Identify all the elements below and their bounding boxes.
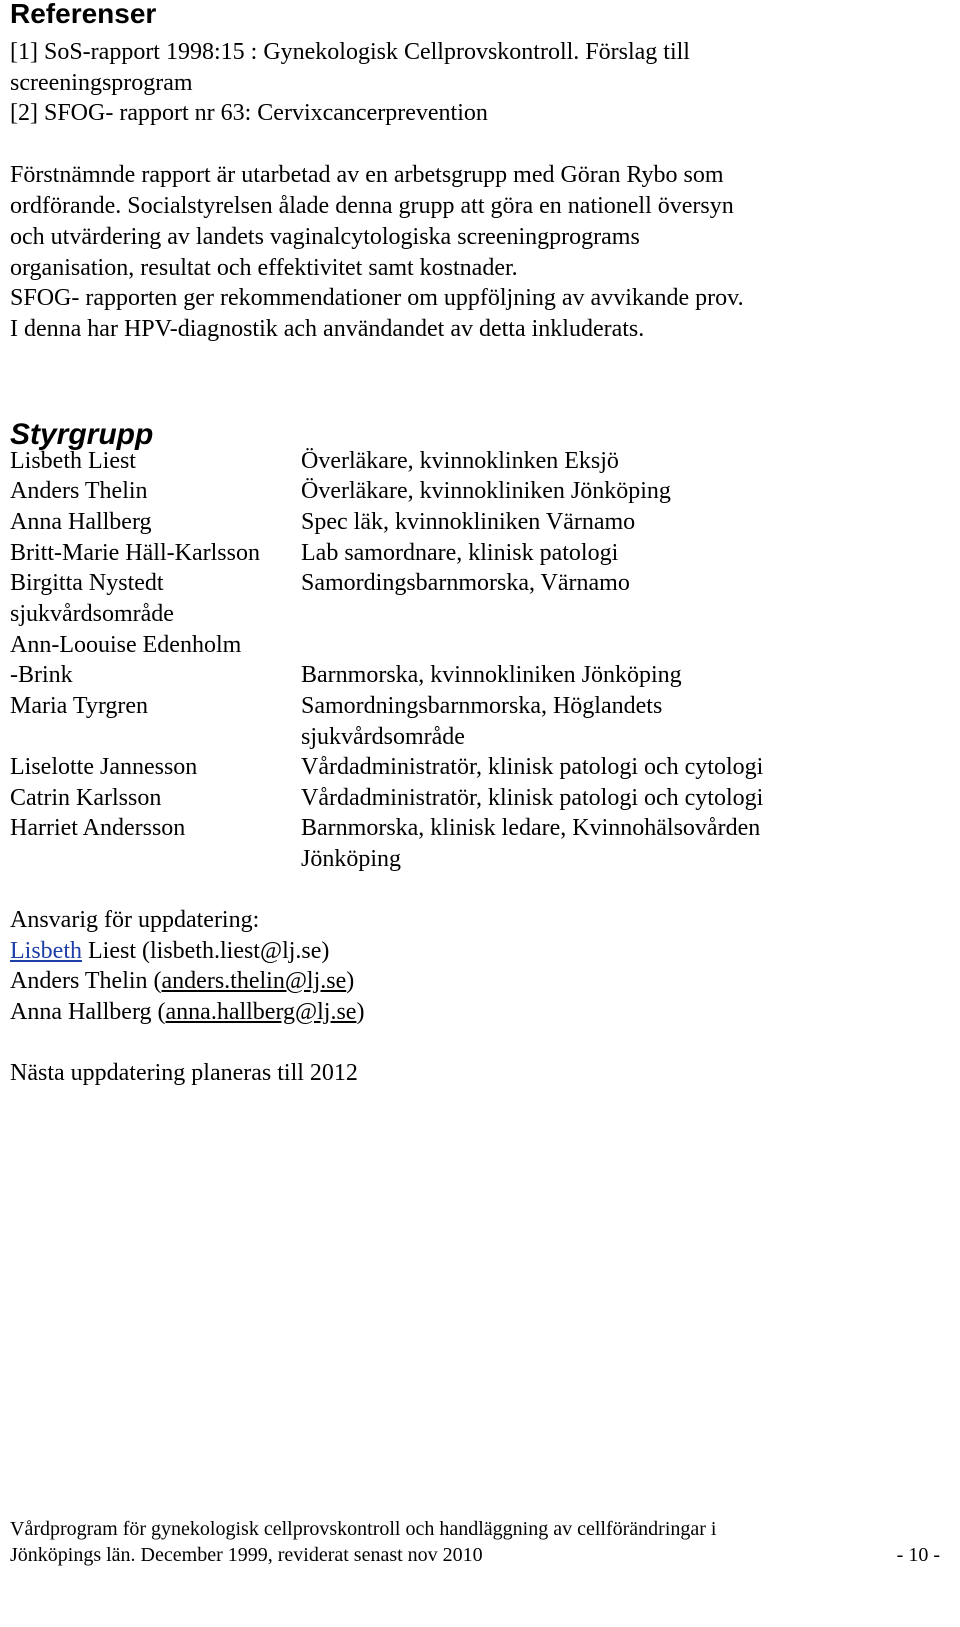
contact-line [10, 997, 364, 1028]
paragraph-line: I denna har HPV-diagnostik ach användandet av detta inkluderats. [10, 316, 645, 342]
footer-line: Vårdprogram för gynekologisk cellprovskontroll och handläggning av cellförändringar i [10, 1518, 717, 1540]
member-name: Britt-Marie Häll-Karlsson [10, 540, 260, 566]
contact-closing: ) [346, 968, 355, 994]
member-name: -Brink [10, 662, 73, 688]
contact-closing: ) [356, 999, 365, 1025]
member-role: Spec läk, kvinnokliniken Värnamo [301, 509, 636, 535]
paragraph-line: och utvärdering av landets vaginalcytologiska screeningprograms [10, 224, 640, 250]
member-name: Birgitta Nystedt [10, 570, 164, 596]
member-name: Harriet Andersson [10, 815, 186, 841]
member-role: Samordningsbarnmorska, Höglandets [301, 693, 663, 719]
reference-item: [1] SoS-rapport 1998:15 : Gynekologisk Cellprovskontroll. Förslag till [10, 39, 690, 65]
contact-name: Anna Hallberg ( [10, 999, 166, 1025]
paragraph-line: ordförande. Socialstyrelsen ålade denna grupp att göra en nationell översyn [10, 193, 734, 219]
email-link[interactable]: anders.thelin@lj.se [161, 968, 347, 994]
paragraph-line: organisation, resultat och effektivitet samt kostnader. [10, 255, 518, 281]
member-role: Lab samordnare, klinisk patologi [301, 540, 619, 566]
member-role: Jönköping [301, 846, 402, 872]
paragraph-line: Förstnämnde rapport är utarbetad av en arbetsgrupp med Göran Rybo som [10, 162, 724, 188]
contact-name: Anders Thelin ( [10, 968, 162, 994]
contact-line [10, 966, 354, 997]
member-name: sjukvårdsområde [10, 601, 174, 627]
member-role: Barnmorska, klinisk ledare, Kvinnohälsovården [301, 815, 761, 841]
footer-line: Jönköpings län. December 1999, reviderat senast nov 2010 [10, 1544, 483, 1566]
member-role: Vårdadministratör, klinisk patologi och cytologi [301, 785, 764, 811]
reference-item: [2] SFOG- rapport nr 63: Cervixcancerprevention [10, 100, 488, 126]
steering-group-heading: Styrgrupp [10, 418, 154, 451]
reference-item: screeningsprogram [10, 70, 193, 96]
member-role: Barnmorska, kvinnokliniken Jönköping [301, 662, 682, 688]
member-role: Överläkare, kvinnoklinken Eksjö [301, 448, 619, 474]
member-name: Lisbeth Liest [10, 448, 136, 474]
references-heading: Referenser [10, 0, 157, 29]
member-name: Maria Tyrgren [10, 693, 149, 719]
paragraph-line: SFOG- rapporten ger rekommendationer om uppföljning av avvikande prov. [10, 285, 744, 311]
member-name: Catrin Karlsson [10, 785, 162, 811]
member-name: Liselotte Jannesson [10, 754, 198, 780]
update-label: Ansvarig för uppdatering: [10, 907, 260, 933]
member-name: Ann-Loouise Edenholm [10, 632, 242, 658]
member-role: sjukvårdsområde [301, 724, 465, 750]
email-link[interactable]: anna.hallberg@lj.se [165, 999, 357, 1025]
contact-line [10, 936, 329, 967]
member-name: Anna Hallberg [10, 509, 152, 535]
contact-link[interactable]: Lisbeth [10, 938, 82, 964]
next-update-text: Nästa uppdatering planeras till 2012 [10, 1060, 358, 1086]
member-name: Anders Thelin [10, 478, 148, 504]
member-role: Överläkare, kvinnokliniken Jönköping [301, 478, 671, 504]
member-role: Vårdadministratör, klinisk patologi och cytologi [301, 754, 764, 780]
contact-text: Liest (lisbeth.liest@lj.se) [82, 938, 330, 964]
member-role: Samordingsbarnmorska, Värnamo [301, 570, 630, 596]
page-number: - 10 - [896, 1544, 940, 1566]
